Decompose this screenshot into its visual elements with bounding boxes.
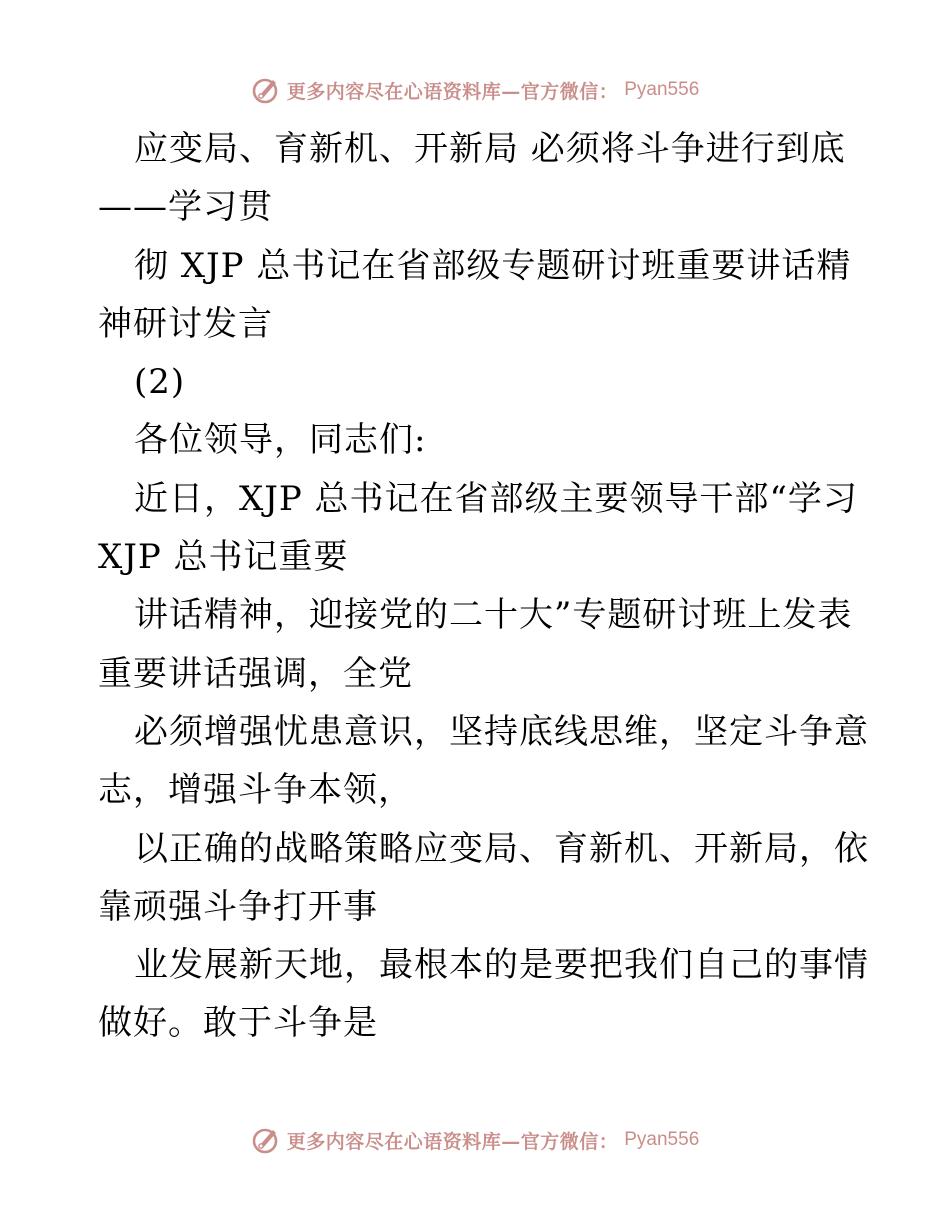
- text-line: 做好。敢于斗争是: [98, 1003, 378, 1044]
- header-banner: [0, 72, 950, 108]
- text-line: 近日，XJP 总书记在省部级主要领导干部“学习: [134, 478, 858, 519]
- text-line: ——学习贯: [98, 187, 273, 228]
- text-line: (2): [134, 362, 186, 403]
- banner-wechat-id: Pyan556: [624, 1129, 700, 1150]
- text-line: 业发展新天地，最根本的是要把我们自己的事情: [134, 945, 869, 986]
- text-line: 彻 XJP 总书记在省部级专题研讨班重要讲话精: [134, 245, 852, 286]
- text-line: 以正确的战略策略应变局、育新机、开新局，依: [134, 828, 869, 869]
- brush-logo-icon: [251, 1125, 281, 1155]
- text-line: 应变局、育新机、开新局 必须将斗争进行到底: [134, 129, 846, 169]
- text-line: 神研讨发言: [98, 303, 273, 344]
- text-line: 重要讲话强调，全党: [98, 653, 413, 694]
- banner-text: 更多内容尽在心语资料库—官方微信：: [286, 1130, 619, 1153]
- text-line: XJP 总书记重要: [98, 537, 349, 578]
- salutation: 各位领导，同志们:: [134, 420, 427, 461]
- banner-text: 更多内容尽在心语资料库—官方微信：: [286, 80, 619, 103]
- text-line: 讲话精神，迎接党的二十大”专题研讨班上发表: [134, 595, 853, 636]
- text-line: 必须增强忧患意识，坚持底线思维，坚定斗争意: [134, 711, 869, 752]
- text-line: 靠顽强斗争打开事: [98, 886, 378, 927]
- text-line: 志，增强斗争本领，: [98, 770, 413, 811]
- banner-wechat-id: Pyan556: [624, 79, 700, 100]
- document-body: [98, 120, 869, 1053]
- brush-logo-icon: [251, 75, 281, 105]
- footer-banner: [0, 1122, 950, 1158]
